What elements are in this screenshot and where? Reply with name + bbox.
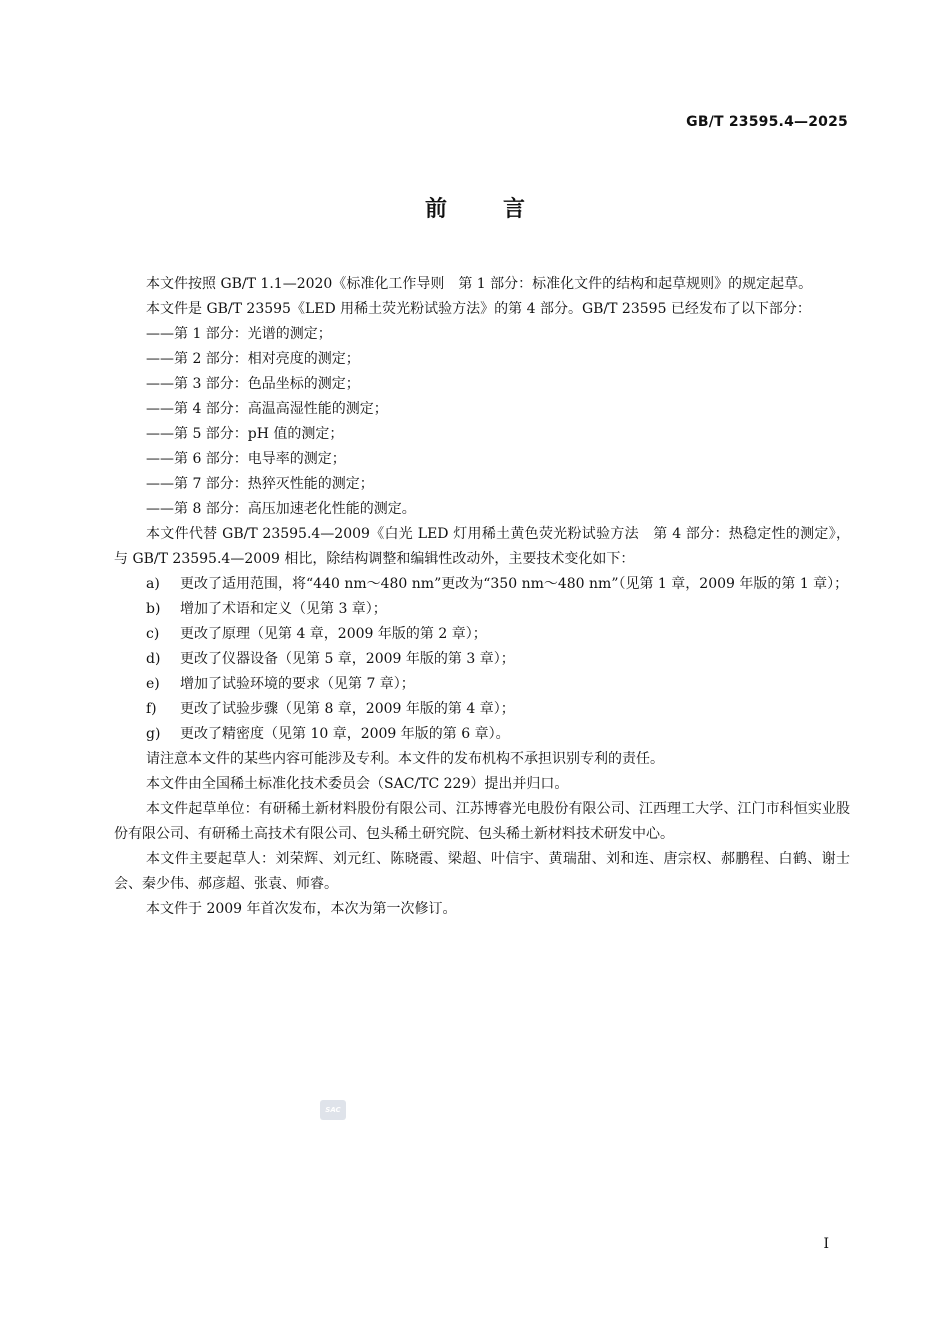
drafting-units-paragraph: 本文件起草单位：有研稀土新材料股份有限公司、江苏博睿光电股份有限公司、江西理工大学、江门市科恒实业股份有限公司、有研稀土高技术有限公司、包头稀土研究院、包头稀土新材料技术研发中心。 (114, 801, 850, 842)
change-list-item (114, 622, 850, 647)
watermark-text: SAC (325, 1106, 341, 1114)
change-list-item (114, 647, 850, 672)
change-list-marker: f) (146, 701, 157, 717)
change-list-text: 增加了试验环境的要求（见第 7 章）； (180, 676, 415, 692)
part-list-item: ——第 1 部分：光谱的测定； (146, 326, 332, 342)
page-title: 前言 (424, 197, 581, 222)
change-list-item (114, 672, 850, 697)
intro-paragraph: 本文件按照 GB/T 1.1—2020《标准化工作导则 第 1 部分：标准化文件的结构和起草规则》的规定起草。 (146, 276, 813, 292)
part-list-item: ——第 2 部分：相对亮度的测定； (146, 351, 360, 367)
drafters-paragraph: 本文件主要起草人：刘荣辉、刘元红、陈晓霞、梁超、叶信宇、黄瑞甜、刘和连、唐宗权、郝鹏程、白鹤、谢士会、秦少伟、郝彦超、张袁、师睿。 (114, 851, 850, 892)
change-list-item (114, 572, 850, 597)
sac-watermark-logo (320, 1100, 346, 1120)
change-list-text: 更改了试验步骤（见第 8 章，2009 年版的第 4 章）； (180, 701, 515, 717)
part-list-item: ——第 4 部分：高温高湿性能的测定； (146, 401, 388, 417)
change-list-marker: c) (146, 626, 160, 642)
part-list-item: ——第 8 部分：高压加速老化性能的测定。 (146, 501, 416, 517)
change-list-marker: b) (146, 601, 161, 617)
change-list-text: 更改了仪器设备（见第 5 章，2009 年版的第 3 章）； (180, 651, 515, 667)
change-list-marker: e) (146, 676, 160, 692)
change-list-item (114, 697, 850, 722)
replacement-paragraph: 本文件代替 GB/T 23595.4—2009《白光 LED 灯用稀土黄色荧光粉试验方法 第 4 部分：热稳定性的测定》，与 GB/T 23595.4—2009 相比，除结构调整和编辑性改动外，主要技术变化如下： (114, 526, 850, 567)
part-list-item: ——第 5 部分：pH 值的测定； (146, 426, 344, 442)
revision-history-paragraph: 本文件于 2009 年首次发布，本次为第一次修订。 (146, 901, 457, 917)
part-list-item: ——第 3 部分：色品坐标的测定； (146, 376, 360, 392)
part-list-item: ——第 6 部分：电导率的测定； (146, 451, 346, 467)
change-list-item (114, 722, 850, 747)
series-paragraph: 本文件是 GB/T 23595《LED 用稀土荧光粉试验方法》的第 4 部分。GB/T 23595 已经发布了以下部分： (146, 301, 811, 317)
change-list-marker: g) (146, 726, 161, 742)
page-number: I (823, 1236, 829, 1252)
change-list-marker: d) (146, 651, 161, 667)
change-list-item (114, 597, 850, 622)
change-list-text: 更改了原理（见第 4 章，2009 年版的第 2 章）； (180, 626, 487, 642)
proposer-paragraph: 本文件由全国稀土标准化技术委员会（SAC/TC 229）提出并归口。 (146, 776, 569, 792)
document-code: GB/T 23595.4—2025 (686, 114, 848, 130)
change-list-text: 更改了精密度（见第 10 章，2009 年版的第 6 章）。 (180, 726, 510, 742)
change-list-text: 更改了适用范围，将“440 nm～480 nm”更改为“350 nm～480 nm”（见第 1 章，2009 年版的第 1 章）； (180, 576, 849, 592)
document-body (114, 272, 850, 922)
change-list-marker: a) (146, 576, 160, 592)
part-list-item: ——第 7 部分：热猝灭性能的测定； (146, 476, 374, 492)
change-list-text: 增加了术语和定义（见第 3 章）； (180, 601, 387, 617)
patent-notice-paragraph: 请注意本文件的某些内容可能涉及专利。本文件的发布机构不承担识别专利的责任。 (146, 751, 664, 767)
